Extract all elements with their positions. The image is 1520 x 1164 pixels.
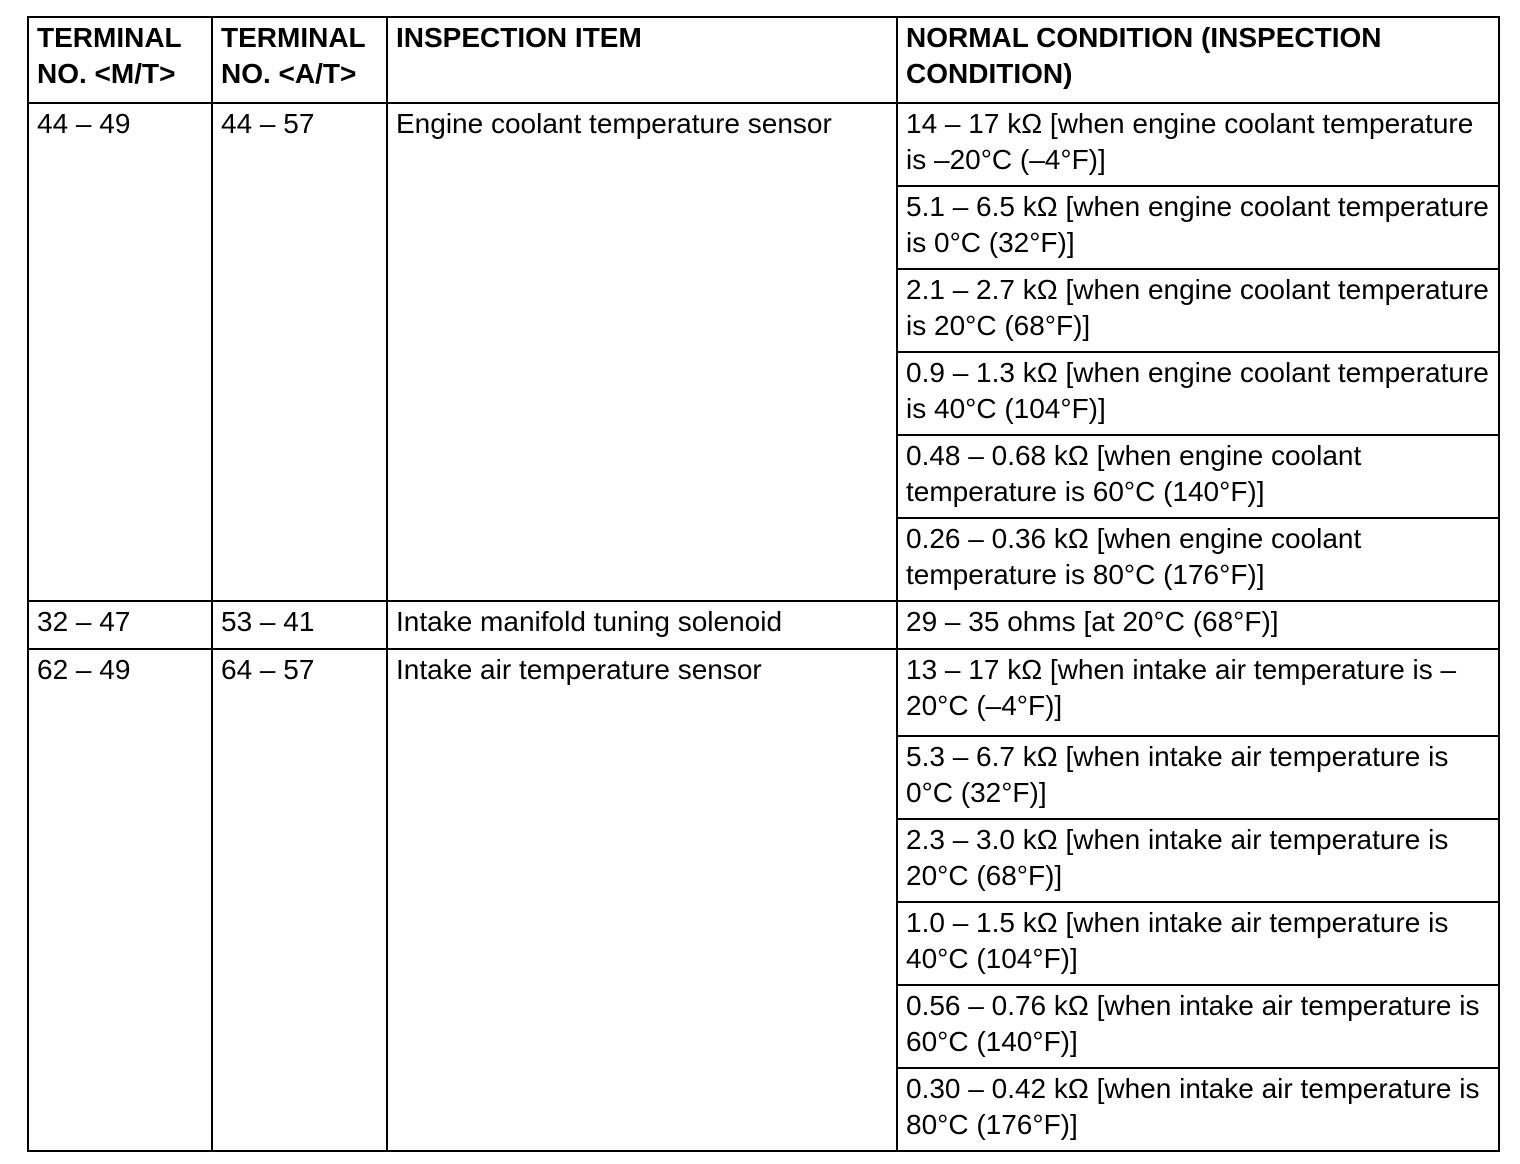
condition-cell: 14 – 17 kΩ [when engine coolant temperature is –20°C (–4°F)]	[897, 103, 1499, 186]
condition-cell: 0.56 – 0.76 kΩ [when intake air temperature is 60°C (140°F)]	[897, 985, 1499, 1068]
header-normal-condition: NORMAL CONDITION (INSPECTION CONDITION)	[897, 17, 1499, 103]
condition-cell: 1.0 – 1.5 kΩ [when intake air temperature is 40°C (104°F)]	[897, 902, 1499, 985]
condition-cell: 0.26 – 0.36 kΩ [when engine coolant temperature is 80°C (176°F)]	[897, 518, 1499, 601]
terminal-mt-cell: 32 – 47	[28, 601, 212, 649]
header-inspection-item: INSPECTION ITEM	[387, 17, 897, 103]
condition-cell: 2.3 – 3.0 kΩ [when intake air temperature is 20°C (68°F)]	[897, 819, 1499, 902]
header-terminal-at: TERMINAL NO. <A/T>	[212, 17, 387, 103]
terminal-at-cell: 64 – 57	[212, 649, 387, 1151]
condition-cell: 5.3 – 6.7 kΩ [when intake air temperature is 0°C (32°F)]	[897, 736, 1499, 819]
inspection-item-cell: Intake manifold tuning solenoid	[387, 601, 897, 649]
table-row	[28, 601, 1499, 649]
condition-cell: 13 – 17 kΩ [when intake air temperature is –20°C (–4°F)]	[897, 649, 1499, 736]
condition-cell: 5.1 – 6.5 kΩ [when engine coolant temperature is 0°C (32°F)]	[897, 186, 1499, 269]
inspection-item-cell: Engine coolant temperature sensor	[387, 103, 897, 601]
inspection-item-cell: Intake air temperature sensor	[387, 649, 897, 1151]
terminal-mt-cell: 44 – 49	[28, 103, 212, 601]
table-row	[28, 649, 1499, 736]
condition-cell: 2.1 – 2.7 kΩ [when engine coolant temperature is 20°C (68°F)]	[897, 269, 1499, 352]
condition-cell: 29 – 35 ohms [at 20°C (68°F)]	[897, 601, 1499, 649]
condition-cell: 0.30 – 0.42 kΩ [when intake air temperature is 80°C (176°F)]	[897, 1068, 1499, 1151]
terminal-at-cell: 53 – 41	[212, 601, 387, 649]
terminal-mt-cell: 62 – 49	[28, 649, 212, 1151]
condition-cell: 0.48 – 0.68 kΩ [when engine coolant temperature is 60°C (140°F)]	[897, 435, 1499, 518]
terminal-at-cell: 44 – 57	[212, 103, 387, 601]
header-row	[28, 17, 1499, 103]
header-terminal-mt: TERMINAL NO. <M/T>	[28, 17, 212, 103]
table-row	[28, 103, 1499, 186]
condition-cell: 0.9 – 1.3 kΩ [when engine coolant temperature is 40°C (104°F)]	[897, 352, 1499, 435]
inspection-table	[27, 16, 1500, 1152]
